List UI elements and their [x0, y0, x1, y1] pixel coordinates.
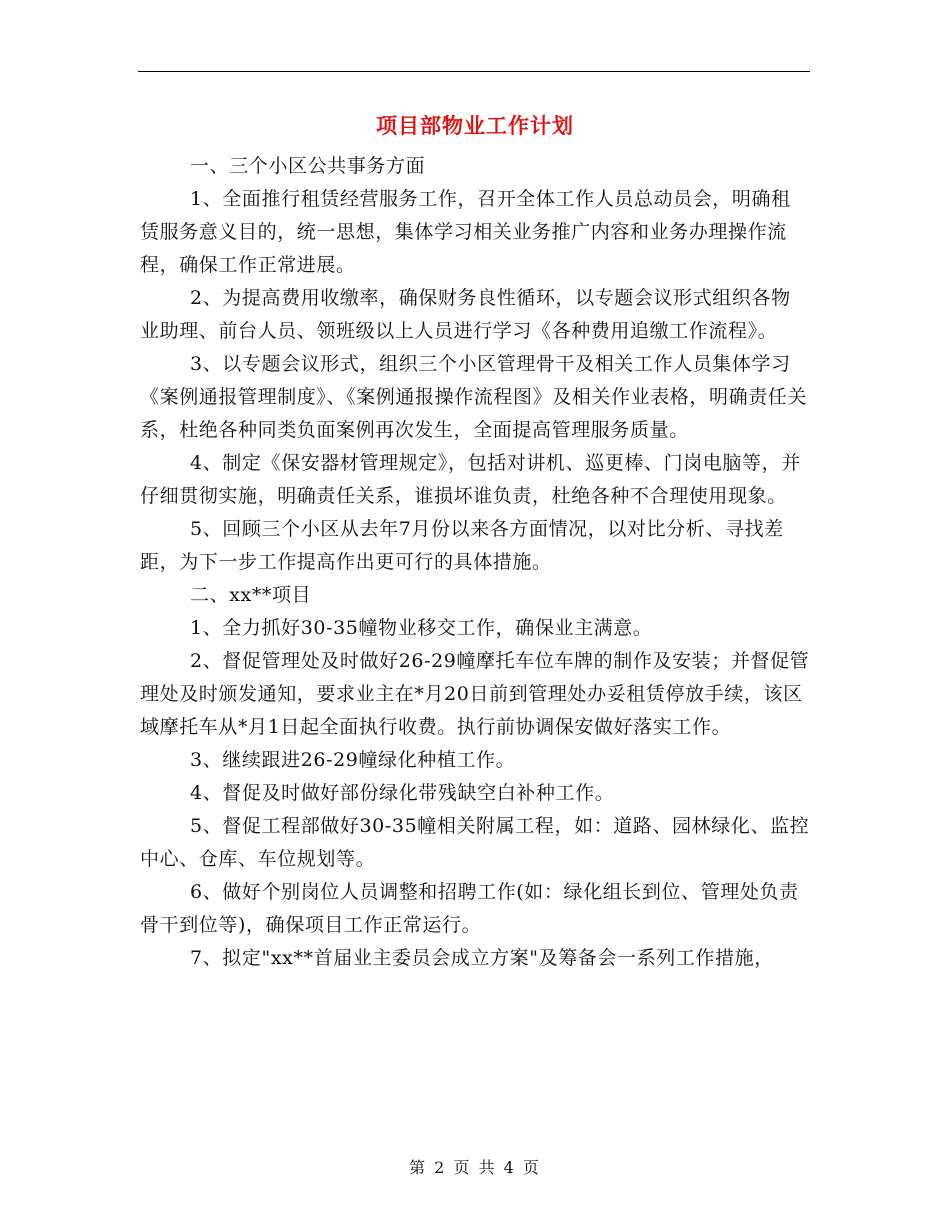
paragraph: 4、督促及时做好部份绿化带残缺空白补种工作。: [190, 782, 615, 804]
paragraph: 3、继续跟进26-29幢绿化种植工作。: [190, 749, 516, 771]
paragraph: 2、督促管理处及时做好26-29幢摩托车位车牌的制作及安装；并督促管理处及时颁发通知，要求业主在*月20日前到管理处办妥租赁停放手续，该区域摩托车从*月1日起全面执行收费。执行前协调保安做好落实工作。: [140, 650, 810, 738]
paragraph: 5、回顾三个小区从去年7月份以来各方面情况，以对比分析、寻找差距，为下一步工作提高作出更可行的具体措施。: [140, 518, 784, 573]
paragraph: 4、制定《保安器材管理规定》，包括对讲机、巡更棒、门岗电脑等，并仔细贯彻实施，明确责任关系，谁损坏谁负责，杜绝各种不合理使用现象。: [140, 452, 801, 507]
paragraph: 2、为提高费用收缴率，确保财务良性循环，以专题会议形式组织各物业助理、前台人员、领班级以上人员进行学习《各种费用追缴工作流程》。: [140, 287, 791, 342]
paragraph: 1、全面推行租赁经营服务工作，召开全体工作人员总动员会，明确租赁服务意义目的，统一思想，集体学习相关业务推广内容和业务办理操作流程，确保工作正常进展。: [140, 188, 791, 276]
section-heading-public-affairs: 一、三个小区公共事务方面: [190, 155, 426, 177]
document-title: 项目部物业工作计划: [376, 113, 574, 138]
paragraph: 3、以专题会议形式，组织三个小区管理骨干及相关工作人员集体学习《案例通报管理制度》、《案例通报操作流程图》及相关作业表格，明确责任关系，杜绝各种同类负面案例再次发生，全面提高管理服务质量。: [140, 353, 808, 441]
header-rule: [138, 71, 810, 72]
page-footer: 第 2 页 共 4 页: [409, 1158, 541, 1177]
paragraph: 7、拟定"xx**首届业主委员会成立方案"及筹备会一系列工作措施，: [190, 947, 774, 969]
paragraph: 6、做好个别岗位人员调整和招聘工作(如：绿化组长到位、管理处负责骨干到位等)，确保项目工作正常运行。: [140, 881, 799, 936]
paragraph: 1、全力抓好30-35幢物业移交工作，确保业主满意。: [190, 617, 653, 639]
paragraph: 5、督促工程部做好30-35幢相关附属工程，如：道路、园林绿化、监控中心、仓库、车位规划等。: [140, 815, 810, 870]
section-heading-project: 二、xx**项目: [190, 584, 312, 606]
document-body: [140, 150, 810, 975]
